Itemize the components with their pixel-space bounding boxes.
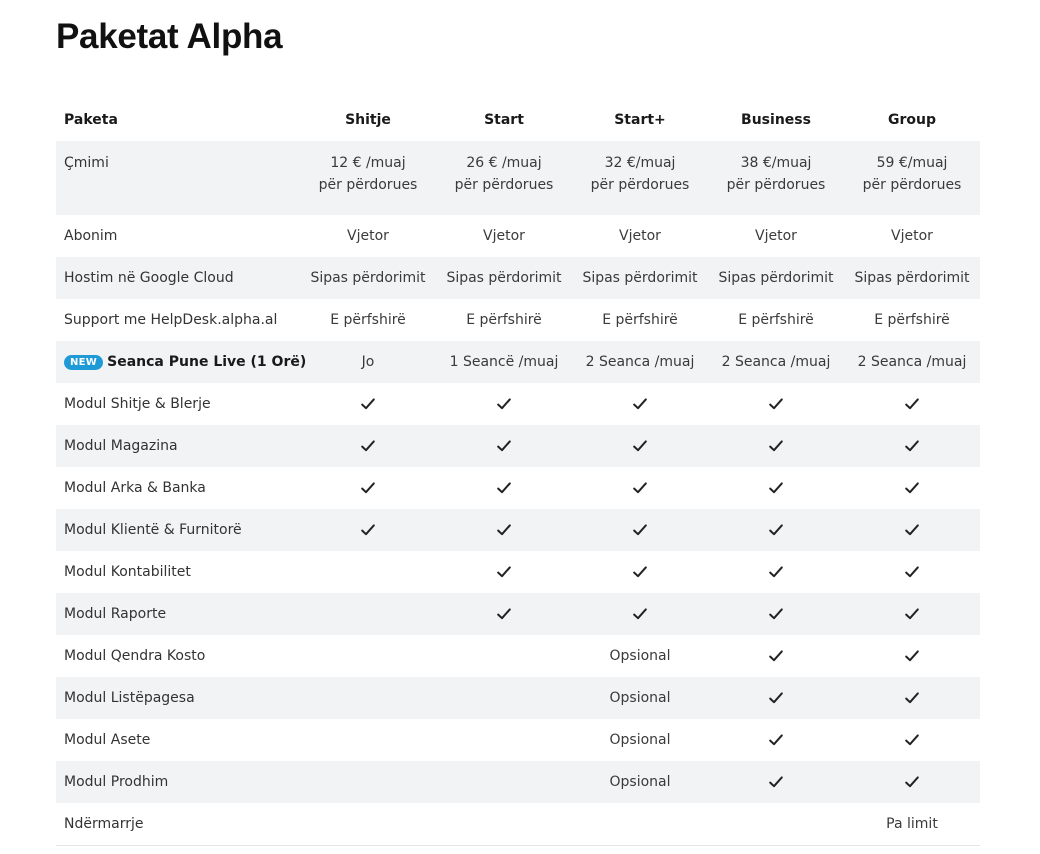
subscription-value: Vjetor	[483, 228, 525, 244]
check-icon	[768, 522, 784, 538]
pricing-table	[56, 99, 980, 846]
module-row	[56, 593, 980, 635]
module-label: Modul Asete	[64, 732, 151, 748]
companies-value: Pa limit	[844, 803, 980, 846]
subscription-value: Vjetor	[619, 228, 661, 244]
module-cell	[708, 635, 844, 677]
check-icon	[360, 480, 376, 496]
page-title: Paketat Alpha	[56, 17, 283, 56]
module-cell	[844, 551, 980, 593]
module-label: Modul Shitje & Blerje	[64, 396, 211, 412]
support-value: E përfshirë	[874, 312, 950, 328]
price-amount: 26 € /muaj	[466, 155, 542, 171]
module-cell	[572, 509, 708, 551]
check-icon	[768, 648, 784, 664]
support-value: E përfshirë	[738, 312, 814, 328]
module-row	[56, 551, 980, 593]
support-value: E përfshirë	[466, 312, 542, 328]
header-plan-start-plus: Start+	[614, 112, 666, 128]
row-companies	[56, 803, 980, 846]
row-subscription	[56, 215, 980, 257]
check-icon	[496, 564, 512, 580]
price-amount: 38 €/muaj	[740, 155, 812, 171]
hosting-value: Sipas përdorimit	[436, 257, 572, 299]
module-cell	[844, 593, 980, 635]
module-cell	[844, 383, 980, 425]
module-cell	[844, 635, 980, 677]
hosting-label: Hostim në Google Cloud	[56, 257, 300, 299]
hosting-value: Sipas përdorimit	[572, 257, 708, 299]
check-icon	[768, 732, 784, 748]
module-row	[56, 677, 980, 719]
live-sessions-value: 1 Seancë /muaj	[436, 341, 572, 383]
check-icon	[768, 396, 784, 412]
check-icon	[360, 522, 376, 538]
module-cell-empty	[300, 551, 436, 593]
module-cell: Opsional	[609, 648, 671, 664]
module-cell	[300, 383, 436, 425]
check-icon	[496, 438, 512, 454]
module-row	[56, 635, 980, 677]
companies-value	[708, 803, 844, 846]
check-icon	[360, 438, 376, 454]
subscription-label: Abonim	[64, 228, 118, 244]
row-hosting	[56, 257, 980, 299]
module-cell	[572, 425, 708, 467]
module-cell	[708, 593, 844, 635]
module-label: Modul Klientë & Furnitorë	[56, 509, 300, 551]
hosting-value: Sipas përdorimit	[300, 257, 436, 299]
companies-value	[300, 803, 436, 846]
price-cell	[300, 141, 436, 215]
check-icon	[904, 396, 920, 412]
module-cell	[300, 425, 436, 467]
module-label: Modul Raporte	[56, 593, 300, 635]
module-cell	[436, 551, 572, 593]
module-cell: Opsional	[572, 761, 708, 803]
price-cell	[844, 141, 980, 215]
module-cell	[436, 383, 572, 425]
module-cell-empty	[300, 761, 436, 803]
check-icon	[904, 438, 920, 454]
check-icon	[496, 522, 512, 538]
check-icon	[768, 606, 784, 622]
support-value: E përfshirë	[330, 312, 406, 328]
check-icon	[904, 774, 920, 790]
module-cell-empty	[436, 761, 572, 803]
hosting-value: Sipas përdorimit	[708, 257, 844, 299]
check-icon	[632, 438, 648, 454]
check-icon	[768, 480, 784, 496]
module-cell	[844, 677, 980, 719]
module-cell	[708, 383, 844, 425]
module-cell	[436, 593, 572, 635]
module-cell	[572, 383, 708, 425]
check-icon	[632, 564, 648, 580]
check-icon	[768, 438, 784, 454]
module-cell	[708, 761, 844, 803]
module-cell	[708, 677, 844, 719]
module-cell-empty	[300, 719, 436, 761]
row-support	[56, 299, 980, 341]
module-cell	[436, 467, 572, 509]
module-row	[56, 425, 980, 467]
module-cell-empty	[300, 593, 436, 635]
live-sessions-label: Seanca Pune Live (1 Orë)	[107, 354, 307, 370]
check-icon	[768, 774, 784, 790]
live-sessions-value: 2 Seanca /muaj	[708, 341, 844, 383]
price-amount: 59 €/muaj	[876, 155, 948, 171]
module-label: Modul Qendra Kosto	[64, 648, 206, 664]
check-icon	[904, 648, 920, 664]
check-icon	[904, 606, 920, 622]
header-package: Paketa	[64, 112, 118, 128]
price-cell	[708, 141, 844, 215]
check-icon	[632, 522, 648, 538]
module-label: Modul Prodhim	[56, 761, 300, 803]
module-cell	[300, 509, 436, 551]
price-label: Çmimi	[56, 141, 300, 215]
support-label: Support me HelpDesk.alpha.al	[64, 312, 278, 328]
header-plan-shitje: Shitje	[345, 112, 391, 128]
module-cell	[844, 425, 980, 467]
price-cell	[436, 141, 572, 215]
check-icon	[360, 396, 376, 412]
subscription-value: Vjetor	[755, 228, 797, 244]
check-icon	[904, 732, 920, 748]
live-sessions-value: 2 Seanca /muaj	[572, 341, 708, 383]
check-icon	[904, 690, 920, 706]
check-icon	[632, 396, 648, 412]
module-cell-empty	[436, 635, 572, 677]
row-price	[56, 141, 980, 215]
check-icon	[632, 606, 648, 622]
hosting-value: Sipas përdorimit	[844, 257, 980, 299]
subscription-value: Vjetor	[347, 228, 389, 244]
module-cell	[436, 425, 572, 467]
module-cell	[436, 509, 572, 551]
module-row	[56, 467, 980, 509]
module-cell-empty	[300, 635, 436, 677]
module-cell	[708, 509, 844, 551]
check-icon	[768, 690, 784, 706]
module-row	[56, 719, 980, 761]
module-cell	[844, 509, 980, 551]
module-cell	[708, 425, 844, 467]
module-label: Modul Arka & Banka	[64, 480, 206, 496]
check-icon	[904, 564, 920, 580]
header-plan-start: Start	[484, 112, 524, 128]
price-per-user: për përdorues	[318, 177, 418, 193]
check-icon	[768, 564, 784, 580]
module-row	[56, 761, 980, 803]
check-icon	[496, 480, 512, 496]
module-cell	[708, 467, 844, 509]
subscription-value: Vjetor	[891, 228, 933, 244]
price-amount: 12 € /muaj	[330, 155, 406, 171]
row-live-sessions	[56, 341, 980, 383]
price-per-user: për përdorues	[726, 177, 826, 193]
check-icon	[904, 480, 920, 496]
price-amount: 32 €/muaj	[604, 155, 676, 171]
module-cell-empty	[300, 677, 436, 719]
check-icon	[632, 480, 648, 496]
table-header-row	[56, 99, 980, 141]
check-icon	[904, 522, 920, 538]
module-cell	[708, 551, 844, 593]
live-sessions-value: 2 Seanca /muaj	[844, 341, 980, 383]
module-cell-empty	[436, 677, 572, 719]
live-sessions-value: Jo	[300, 341, 436, 383]
module-label: Modul Kontabilitet	[64, 564, 191, 580]
module-cell	[844, 467, 980, 509]
price-per-user: për përdorues	[590, 177, 690, 193]
companies-value	[572, 803, 708, 846]
module-cell	[572, 551, 708, 593]
check-icon	[496, 396, 512, 412]
new-badge: NEW	[64, 355, 103, 370]
companies-label: Ndërmarrje	[56, 803, 300, 846]
module-cell-empty	[436, 719, 572, 761]
module-cell	[572, 467, 708, 509]
price-per-user: për përdorues	[454, 177, 554, 193]
module-cell: Opsional	[609, 732, 671, 748]
check-icon	[496, 606, 512, 622]
module-cell	[844, 761, 980, 803]
module-cell	[708, 719, 844, 761]
support-value: E përfshirë	[602, 312, 678, 328]
price-per-user: për përdorues	[862, 177, 962, 193]
header-plan-group: Group	[887, 112, 936, 128]
header-plan-business: Business	[741, 112, 811, 128]
module-label: Modul Listëpagesa	[56, 677, 300, 719]
module-cell	[844, 719, 980, 761]
module-row	[56, 509, 980, 551]
module-cell	[572, 593, 708, 635]
module-cell	[300, 467, 436, 509]
module-row	[56, 383, 980, 425]
module-cell: Opsional	[572, 677, 708, 719]
companies-value	[436, 803, 572, 846]
module-label: Modul Magazina	[56, 425, 300, 467]
price-cell	[572, 141, 708, 215]
live-sessions-label-cell	[56, 341, 307, 383]
